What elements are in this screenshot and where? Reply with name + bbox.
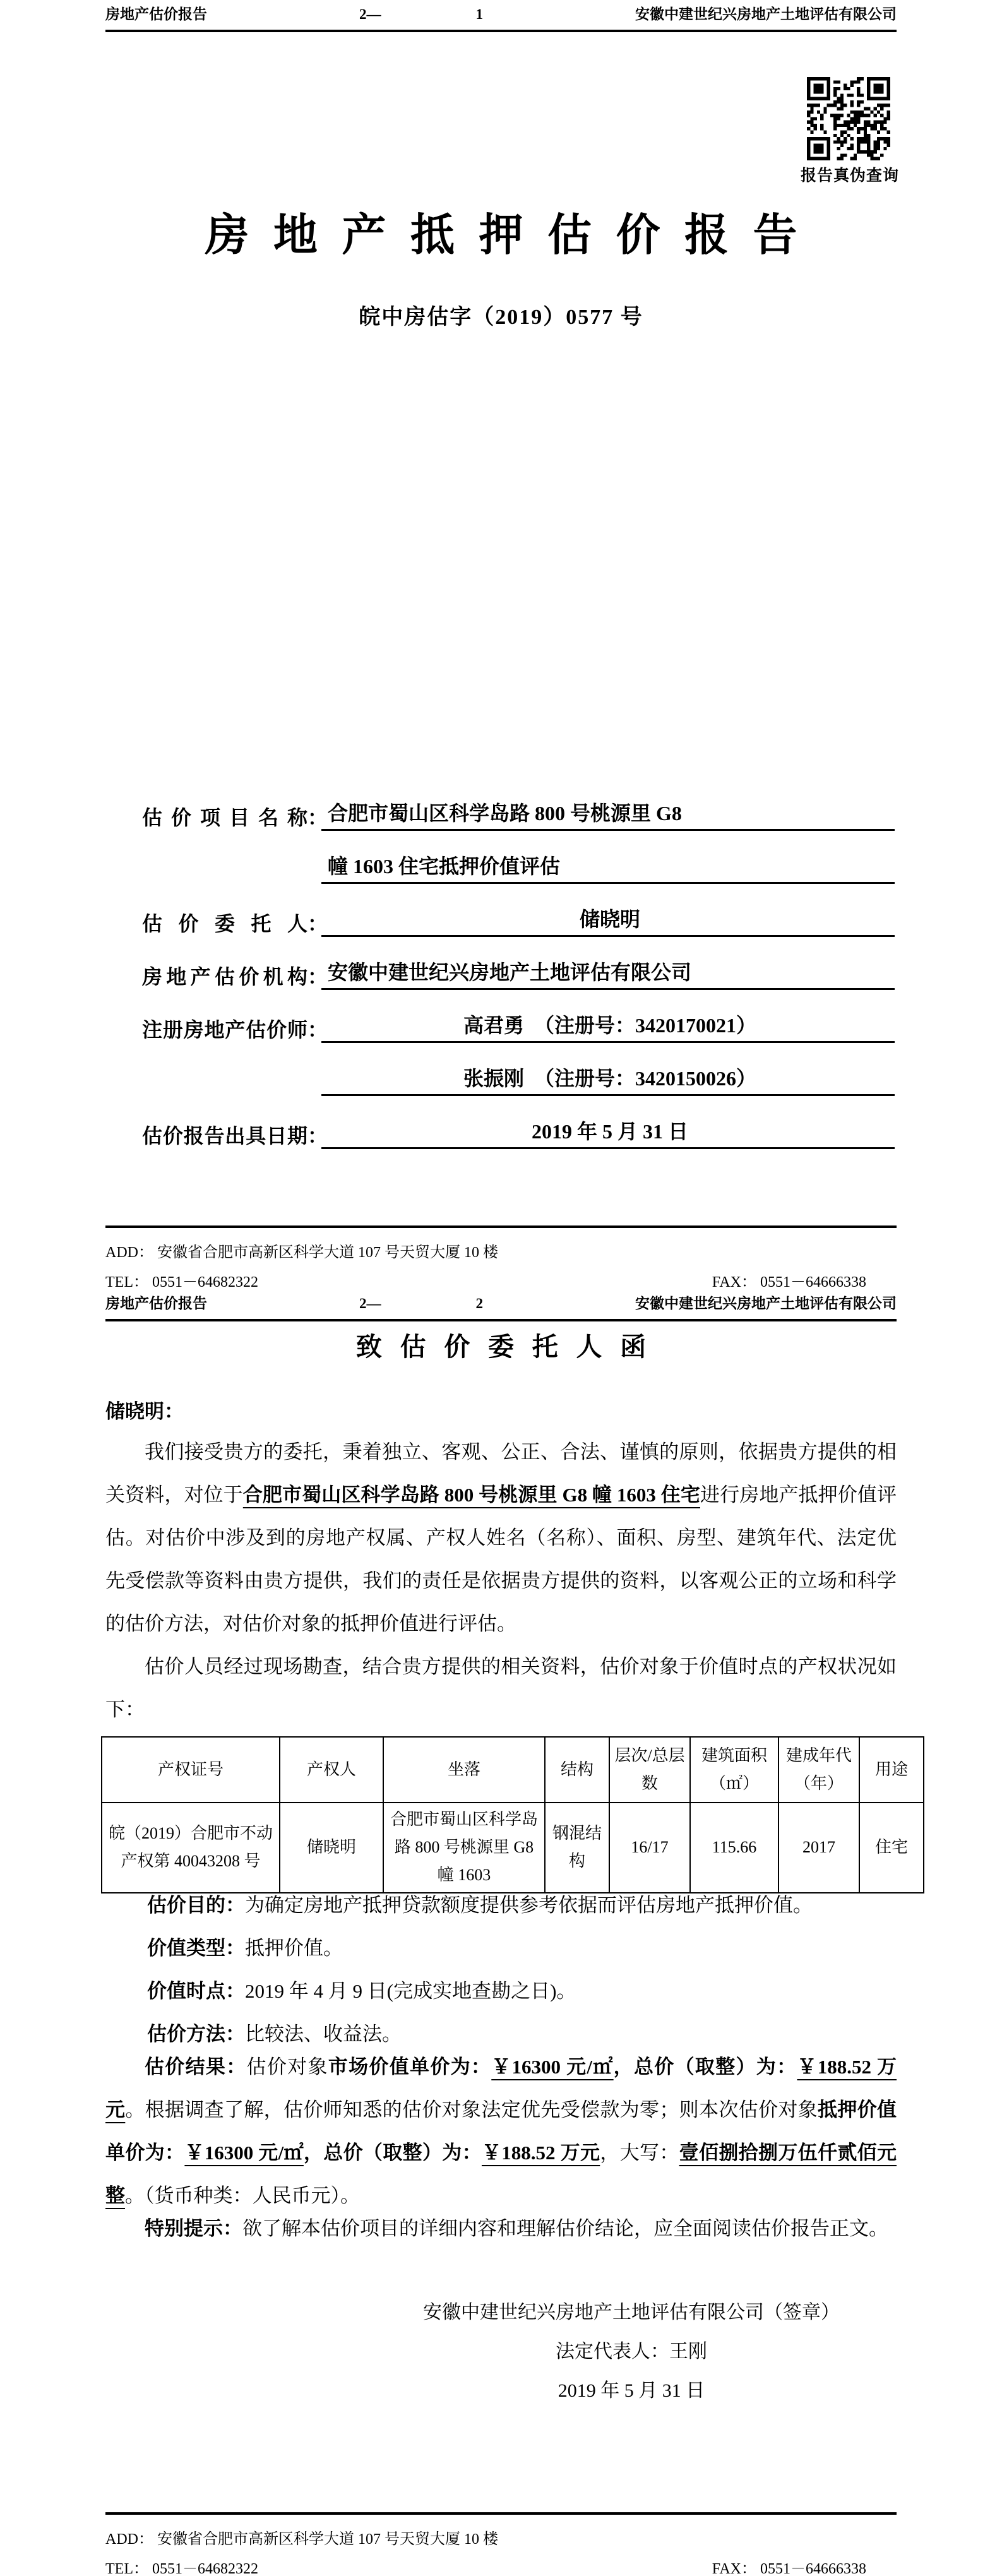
form-row-appraiser2	[142, 1043, 895, 1096]
valuation-result	[105, 2046, 897, 2217]
cell-owner: 储晓明	[280, 1803, 383, 1893]
letter-body	[105, 1431, 897, 1731]
special-notice-text: 欲了解本估价项目的详细内容和理解估价结论，应全面阅读估价报告正文。	[242, 2217, 888, 2239]
para1-text: 进行房地产抵押价值评估。对估价中涉及到的房地产权属、产权人姓名（名称）、面积、房型、建筑年代、法定优先受偿款等资料由贵方提供，我们的责任是依据贵方提供的资料，以客观公正的立场和科学的估价方法，对估价对象的抵押价值进行评估。	[105, 1484, 897, 1635]
qr-block	[801, 77, 900, 186]
page2-running-footer	[105, 2512, 897, 2576]
colon: ：	[307, 912, 328, 935]
footer-rule	[105, 2512, 897, 2515]
header-company-name: 安徽中建世纪兴房地产土地评估有限公司	[635, 1296, 897, 1311]
page1-running-footer	[105, 1225, 897, 1291]
footer-fax: FAX： 0551－64666338	[712, 2561, 866, 2576]
footer-tel: TEL： 0551－64682322	[105, 1274, 258, 1291]
total-price-in-words: 壹佰捌拾捌万伍仟贰佰元整	[105, 2142, 897, 2207]
valuation-items	[105, 1884, 897, 2056]
project-name-label: 估价项目名称	[142, 806, 307, 829]
report-title: 房地产抵押估价报告	[205, 212, 821, 260]
agency-label: 房地产估价机构	[142, 965, 307, 988]
page1-running-header	[105, 3, 897, 32]
item-value-date-label: 价值时点：	[147, 1980, 245, 2002]
special-notice	[105, 2207, 897, 2250]
item-purpose	[105, 1884, 897, 1927]
result-text: 抵押价值单价为：	[105, 2099, 897, 2164]
qr-code	[807, 77, 890, 160]
footer-tel: TEL： 0551－64682322	[105, 2561, 258, 2576]
letter-title: 致估价委托人函	[355, 1332, 664, 1361]
item-method-label: 估价方法：	[147, 2023, 245, 2045]
form-row-project-cont	[142, 831, 895, 884]
signature-company: 安徽中建世纪兴房地产土地评估有限公司（签章）	[423, 2302, 840, 2323]
col-use: 用途	[859, 1737, 924, 1803]
header-doc-type: 房地产估价报告	[105, 1296, 207, 1311]
result-text: ，总价（取整）为：	[303, 2142, 482, 2164]
letter-paragraph-1	[105, 1431, 897, 1645]
table-header-row	[102, 1737, 924, 1803]
mortgage-unit-price: ￥16300 元/㎡	[184, 2142, 304, 2164]
appraiser2-value: 张振刚 （注册号：3420150026）	[321, 1066, 895, 1096]
item-purpose-label: 估价目的：	[147, 1894, 245, 1916]
col-certificate-no: 产权证号	[102, 1737, 280, 1803]
result-text: 。根据调查了解，估价师知悉的估价对象法定优先受偿款为零；则本次估价对象	[125, 2099, 818, 2121]
page2-running-header	[105, 1292, 897, 1321]
colon: ：	[307, 1124, 328, 1147]
header-page-number	[207, 6, 635, 23]
form-row-agency	[142, 937, 895, 990]
special-notice-label: 特别提示：	[145, 2217, 242, 2239]
header-doc-type: 房地产估价报告	[105, 6, 207, 22]
para1-property-address: 合肥市蜀山区科学岛路 800 号桃源里 G8 幢 1603 住宅	[242, 1484, 700, 1506]
client-label: 估价委托人	[142, 912, 307, 935]
result-text: ，大写：	[600, 2142, 679, 2164]
colon: ：	[307, 1018, 328, 1041]
valuation-result-paragraph	[105, 2046, 897, 2217]
para1-text: 我们接受贵方的委托，秉着独立、客观、公正、合法、谨慎的原则，依据贵方提供的相关资料，对位于	[105, 1441, 897, 1506]
cell-area: 115.66	[690, 1803, 778, 1893]
table-row	[102, 1803, 924, 1893]
col-location: 坐落	[383, 1737, 545, 1803]
col-year-built: 建成年代（年）	[778, 1737, 859, 1803]
market-total-price: ￥188.52 万元	[105, 2056, 897, 2121]
form-row-appraiser1	[142, 990, 895, 1043]
qr-caption: 报告真伪查询	[801, 167, 900, 184]
page-prefix: 2—	[359, 6, 381, 22]
cell-use: 住宅	[859, 1803, 924, 1893]
col-structure: 结构	[545, 1737, 609, 1803]
issue-date-value: 2019 年 5 月 31 日	[321, 1119, 895, 1149]
form-row-client	[142, 884, 895, 937]
signature-block	[354, 2293, 909, 2411]
cell-certificate-no: 皖（2019）合肥市不动产权第 40043208 号	[102, 1803, 280, 1893]
result-label: 估价结果：	[145, 2056, 247, 2078]
signature-date: 2019 年 5 月 31 日	[558, 2380, 705, 2401]
cell-floor: 16/17	[609, 1803, 690, 1893]
market-unit-price: ￥16300 元/㎡	[491, 2056, 614, 2078]
property-rights-table	[101, 1736, 924, 1893]
col-owner: 产权人	[280, 1737, 383, 1803]
header-page-number	[207, 1296, 635, 1312]
report-number: 皖中房估字（2019）0577 号	[359, 306, 643, 329]
result-text: 市场价值单价为：	[328, 2056, 492, 2078]
agency-value: 安徽中建世纪兴房地产土地评估有限公司	[321, 960, 895, 990]
item-purpose-text: 为确定房地产抵押贷款额度提供参考依据而评估房地产抵押价值。	[245, 1894, 813, 1916]
item-value-date-text: 2019 年 4 月 9 日(完成实地查勘之日)。	[245, 1980, 576, 2002]
colon: ：	[307, 965, 328, 988]
cell-structure: 钢混结构	[545, 1803, 609, 1893]
colon: ：	[307, 806, 328, 829]
form-row-issue-date	[142, 1096, 895, 1149]
page-prefix: 2—	[359, 1296, 381, 1311]
salutation: 储晓明：	[105, 1400, 184, 1422]
footer-address: ADD： 安徽省合肥市高新区科学大道 107 号天贸大厦 10 楼	[105, 1244, 498, 1261]
col-area: 建筑面积（㎡）	[690, 1737, 778, 1803]
item-value-type-label: 价值类型：	[147, 1937, 245, 1959]
signature-legal-representative: 法定代表人：王刚	[556, 2341, 707, 2362]
footer-fax: FAX： 0551－64666338	[712, 1274, 866, 1291]
result-text: ，总价（取整）为：	[613, 2056, 797, 2078]
footer-address: ADD： 安徽省合肥市高新区科学大道 107 号天贸大厦 10 楼	[105, 2531, 498, 2548]
col-floor: 层次/总层数	[609, 1737, 690, 1803]
letter-paragraph-2: 估价人员经过现场勘查，结合贵方提供的相关资料，估价对象于价值时点的产权状况如下：	[105, 1655, 897, 1720]
appraiser-label: 注册房地产估价师	[142, 1018, 307, 1041]
item-value-type	[105, 1927, 897, 1970]
header-company-name: 安徽中建世纪兴房地产土地评估有限公司	[635, 6, 897, 22]
project-name-value-line2: 幢 1603 住宅抵押价值评估	[321, 854, 895, 884]
client-value: 储晓明	[321, 907, 895, 937]
item-method-text: 比较法、收益法。	[245, 2023, 402, 2045]
appraiser1-value: 高君勇 （注册号：3420170021）	[321, 1013, 895, 1043]
issue-date-label: 估价报告出具日期	[142, 1124, 307, 1147]
result-text: 估价对象	[246, 2056, 328, 2078]
cover-form	[142, 778, 895, 1149]
form-row-project	[142, 778, 895, 831]
mortgage-total-price: ￥188.52 万元	[481, 2142, 600, 2164]
item-value-date	[105, 1970, 897, 2013]
result-text: 。（货币种类：人民币元）。	[125, 2185, 360, 2207]
item-value-type-text: 抵押价值。	[245, 1937, 343, 1959]
page-number: 2	[475, 1296, 483, 1311]
page-number: 1	[475, 6, 483, 22]
cell-location: 合肥市蜀山区科学岛路 800 号桃源里 G8 幢 1603	[383, 1803, 545, 1893]
special-notice-paragraph	[105, 2207, 897, 2250]
cell-year-built: 2017	[778, 1803, 859, 1893]
project-name-value-line1: 合肥市蜀山区科学岛路 800 号桃源里 G8	[321, 801, 895, 831]
footer-rule	[105, 1225, 897, 1228]
